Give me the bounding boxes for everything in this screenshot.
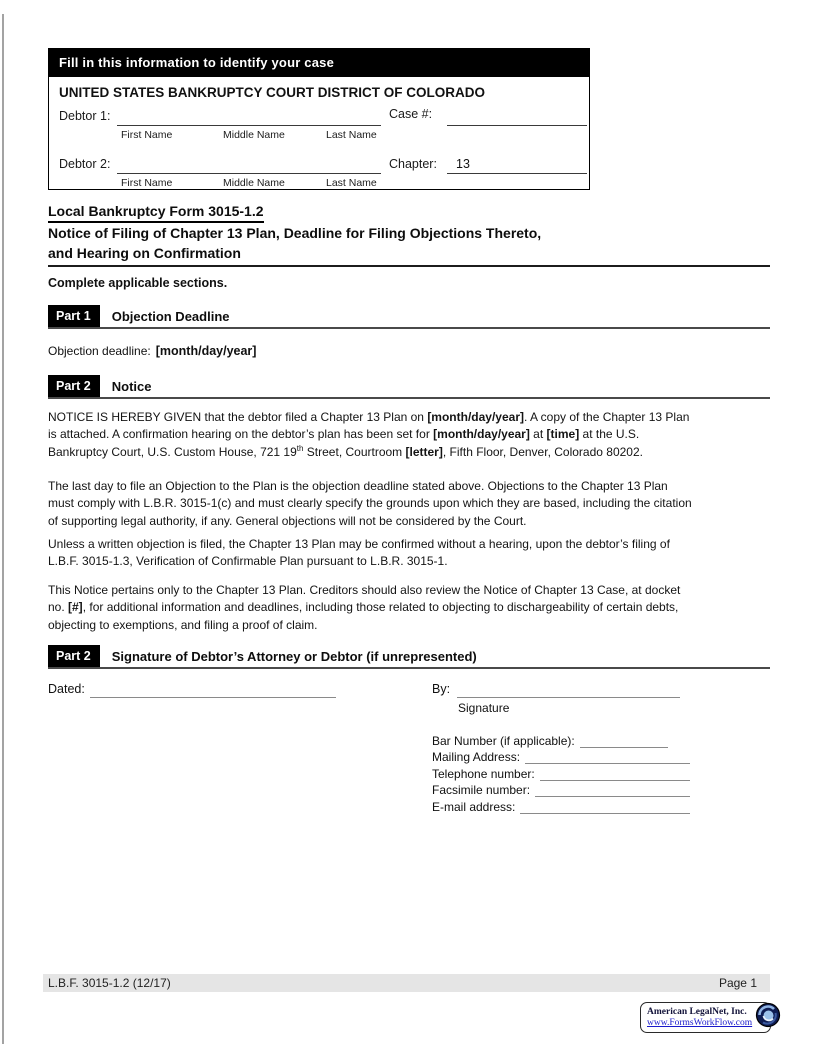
part1-title: Objection Deadline <box>111 308 230 324</box>
part2-title: Notice <box>111 378 152 394</box>
part2-badge: Part 2 <box>48 375 100 397</box>
by-signature-field[interactable] <box>457 681 680 698</box>
by-label: By: <box>432 682 451 696</box>
mailing-address-row <box>432 751 690 764</box>
signature-part-title: Signature of Debtor’s Attorney or Debtor (if unrepresented) <box>111 648 477 664</box>
footer-form-id: L.B.F. 3015-1.2 (12/17) <box>48 976 171 990</box>
debtor1-label: Debtor 1: <box>59 109 111 123</box>
signature-part-badge: Part 2 <box>48 645 100 667</box>
debtor2-name-field[interactable] <box>117 155 381 174</box>
debtor1-name-field[interactable] <box>117 107 381 126</box>
facsimile-row <box>432 784 690 797</box>
email-field[interactable] <box>520 801 690 814</box>
case-identification-body <box>48 77 590 190</box>
mailing-address-field[interactable] <box>525 751 690 764</box>
debtor2-last-name-sublabel: Last Name <box>326 177 377 189</box>
chapter-value: 13 <box>456 157 470 171</box>
facsimile-label: Facsimile number: <box>432 783 531 798</box>
case-number-field[interactable] <box>447 107 587 126</box>
email-label: E-mail address: <box>432 799 516 814</box>
debtor2-middle-name-sublabel: Middle Name <box>223 177 285 189</box>
objection-deadline-value: [month/day/year] <box>155 344 257 358</box>
legalnet-url-link[interactable]: www.FormsWorkFlow.com <box>647 1017 753 1028</box>
complete-sections-instruction: Complete applicable sections. <box>48 276 228 290</box>
objection-deadline-label: Objection deadline: <box>48 344 151 358</box>
debtor1-first-name-sublabel: First Name <box>121 129 173 141</box>
court-name: UNITED STATES BANKRUPTCY COURT DISTRICT OF COLORADO <box>59 85 485 100</box>
part2-heading <box>48 375 770 399</box>
globe-icon <box>755 1002 781 1033</box>
page-footer-bar <box>43 974 770 992</box>
telephone-row <box>432 768 690 781</box>
telephone-field[interactable] <box>540 768 690 781</box>
dated-field[interactable] <box>90 681 336 698</box>
debtor2-label: Debtor 2: <box>59 157 111 171</box>
debtor2-first-name-sublabel: First Name <box>121 177 173 189</box>
bar-number-row <box>432 735 690 748</box>
bar-number-label: Bar Number (if applicable): <box>432 734 575 748</box>
notice-paragraph-3: Unless a written objection is filed, the Chapter 13 Plan may be confirmed without a hearing, upon the debtor’s filing of L.B.F. 3015-1.3, Verification of Confirmable Plan pursuant to L.B.R. 3015-1. <box>48 537 670 569</box>
debtor1-middle-name-sublabel: Middle Name <box>223 129 285 141</box>
form-title-block <box>48 201 770 267</box>
form-title-line2: Notice of Filing of Chapter 13 Plan, Deadline for Filing Objections Thereto, <box>48 225 542 241</box>
part1-badge: Part 1 <box>48 305 100 327</box>
notice-paragraph-4: This Notice pertains only to the Chapter 13 Plan. Creditors should also review the Notice of Chapter 13 Case, at docket no. [#], for additional information and deadlines, including those related to objecting to dischargeability of certain debts, objecting to exemptions, and filing a proof of claim. <box>48 583 681 632</box>
scan-artifact-line <box>2 14 4 1044</box>
signature-caption: Signature <box>458 701 510 715</box>
facsimile-field[interactable] <box>535 784 690 797</box>
dated-label: Dated: <box>48 682 85 696</box>
chapter-label: Chapter: <box>389 157 437 171</box>
notice-paragraph-1: NOTICE IS HEREBY GIVEN that the debtor filed a Chapter 13 Plan on [month/day/year]. A copy of the Chapter 13 Plan is attached. A confirmation hearing on the debtor’s plan has been set for [month/day/year] at [time] at the U.S. Bankruptcy Court, U.S. Custom House, 721 19th Street, Courtroom [letter], Fifth Floor, Denver, Colorado 80202. <box>48 410 690 459</box>
notice-paragraph-2: The last day to file an Objection to the Plan is the objection deadline stated above. Objections to the Chapter 13 Plan must comply with L.B.R. 3015-1(c) and must clearly specify the grounds upon which they are based, including the citation of supporting legal authority, if any. General objections will not be considered by the Court. <box>48 479 692 528</box>
case-identification-box <box>48 48 590 190</box>
form-number-title: Local Bankruptcy Form 3015-1.2 <box>48 201 264 223</box>
form-title-line3: and Hearing on Confirmation <box>48 245 241 261</box>
legalnet-company-name: American LegalNet, Inc. <box>647 1006 747 1017</box>
mailing-address-label: Mailing Address: <box>432 750 521 765</box>
american-legalnet-badge <box>640 1002 771 1033</box>
signature-part-heading <box>48 645 770 669</box>
bar-number-field[interactable] <box>580 735 668 748</box>
chapter-field <box>447 155 587 174</box>
objection-deadline-row <box>48 344 256 358</box>
footer-page-number: Page 1 <box>718 976 757 990</box>
debtor1-last-name-sublabel: Last Name <box>326 129 377 141</box>
case-number-label: Case #: <box>389 107 433 121</box>
attorney-contact-fields <box>432 735 690 817</box>
part1-heading <box>48 305 770 329</box>
telephone-label: Telephone number: <box>432 766 535 781</box>
email-row <box>432 801 690 814</box>
identify-case-banner: Fill in this information to identify your case <box>48 48 590 77</box>
